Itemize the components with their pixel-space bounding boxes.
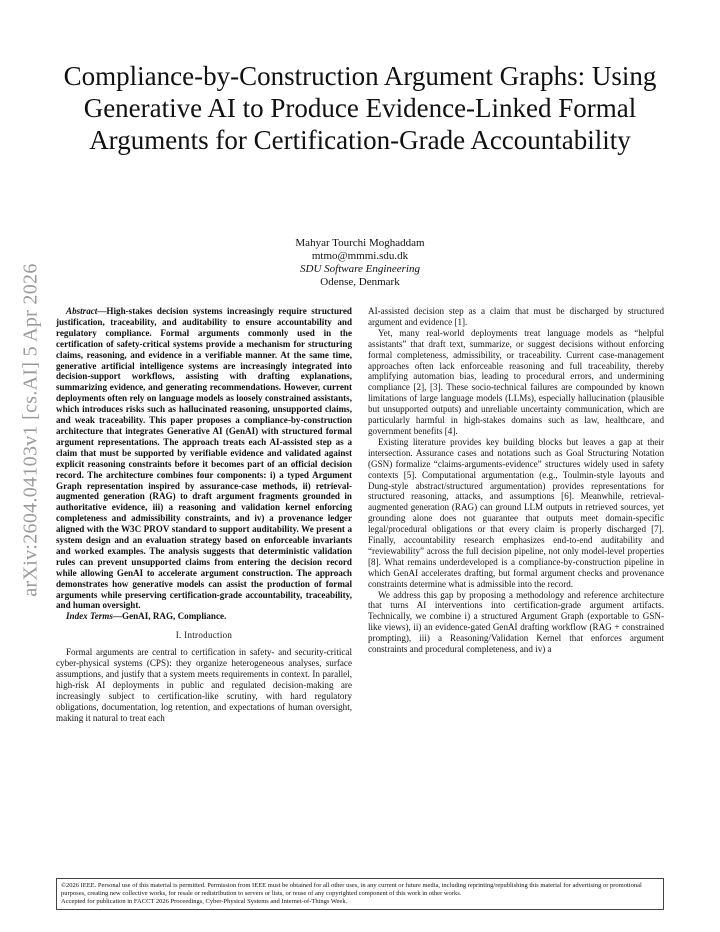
author-location: Odense, Denmark xyxy=(320,276,400,288)
index-terms-label: Index Terms xyxy=(66,611,113,622)
index-terms xyxy=(56,611,352,622)
paper-title: Compliance-by-Construction Argument Graphs: Using Generative AI to Produce Evidence-Linked Formal Arguments for Certification-Grade Accountability xyxy=(63,61,657,155)
abstract-text: —High-stakes decision systems increasingly require structured justification, traceability, and auditability to ensure accountability and regulatory compliance. Formal arguments commonly used in the certification of safety-critical systems provide a mechanism for structuring claims, reasoning, and evidence in a verifiable manner. At the same time, generative artificial intelligence systems are increasingly integrated into decision-support workflows, assisting with drafting explanations, summarizing evidence, and generating recommendations. However, current deployments often rely on language models as loosely constrained assistants, which introduces risks such as hallucinated reasoning, unsupported claims, and weak traceability. This paper proposes a compliance-by-construction architecture that integrates Generative AI (GenAI) with structured formal argument representations. The approach treats each AI-assisted step as a claim that must be supported by verifiable evidence and validated against explicit reasoning constraints before it becomes part of an official decision record. The architecture combines four components: i) a typed Argument Graph representation inspired by assurance-case methods, ii) retrieval-augmented generation (RAG) to draft argument fragments grounded in authoritative evidence, iii) a reasoning and validation kernel enforcing completeness and admissibility constraints, and iv) a provenance ledger aligned with the W3C PROV standard to support auditability. We present a system design and an evaluation strategy based on enforceable invariants and worked examples. The analysis suggests that deterministic validation rules can prevent unsupported claims from entering the decision record while allowing GenAI to accelerate argument construction. The approach demonstrates how generative models can assist the production of formal arguments while preserving certification-grade accountability, traceability, and human oversight. xyxy=(56,306,352,611)
abstract-label: Abstract xyxy=(66,306,98,316)
author-name: Mahyar Tourchi Moghaddam xyxy=(295,237,425,249)
arxiv-identifier[interactable]: arXiv:2604.04103v1 [cs.AI] 5 Apr 2026 xyxy=(19,263,42,597)
arxiv-sidebar xyxy=(16,170,46,690)
intro-paragraph-4: We address this gap by proposing a methodology and reference architecture that turns AI interventions into certification-grade argument artifacts. Technically, we combine i) a structured Argument Graph (exportable to GSN-like views), ii) an evidence-gated GenAI drafting workflow (RAG + constrained prompting), iii) a Reasoning/Validation Kernel that enforces argument constraints and procedural completeness, and iv) a xyxy=(368,589,664,655)
intro-paragraph-1: Formal arguments are central to certification in safety- and security-critical cyber-physical systems (CPS): they organize heterogeneous analyses, surface assumptions, and justify that a system meets requirements in context. In parallel, high-risk AI deployments in public and regulated decision-making are increasingly subject to certification-like scrutiny, with hard regulatory obligations, documentation, log retention, and expectations of human oversight, making it natural to treat each xyxy=(56,647,352,723)
author-affiliation: SDU Software Engineering xyxy=(300,263,420,275)
intro-paragraph-3: Existing literature provides key building blocks but leaves a gap at their intersection. Assurance cases and notations such as Goal Structuring Notation (GSN) formalize “claims-arguments-evidence” structures widely used in safety contexts [5]. Computational argumentation (e.g., Toulmin-style layouts and Dung-style abstract/structured argumentation) provides representations for structured reasoning, attacks, and assumptions [6]. Meanwhile, retrieval-augmented generation (RAG) can ground LLM outputs in retrieved sources, yet grounding alone does not guarantee that outputs meet domain-specific legal/procedural obligations or that every claim is properly discharged [7]. Finally, accountability research emphasizes end-to-end auditability and “reviewability” across the full decision pipeline, not only model-level properties [8]. What remains underdeveloped is a compliance-by-construction pipeline in which GenAI accelerates drafting, but formal argument checks and provenance constraints determine what is admissible into the record. xyxy=(368,436,664,589)
author-block xyxy=(160,237,560,289)
right-column xyxy=(368,306,664,655)
author-email[interactable]: mtmo@mmmi.sdu.dk xyxy=(311,250,409,262)
copyright-notice: ©2026 IEEE. Personal use of this material is permitted. Permission from IEEE must be obtained for all other uses, in any current or future media, including reprinting/republishing this material for advertising or promotional purposes, creating new collective works, for resale or redistribution to servers or lists, or reuse of any copyrighted component of this work in other works. xyxy=(61,882,642,897)
intro-paragraph-continued: AI-assisted decision step as a claim that must be discharged by structured argument and evidence [1]. xyxy=(368,306,664,327)
acceptance-notice: Accepted for publication in FACCT 2026 Proceedings, Cyber-Physical Systems and Internet-of-Things Week. xyxy=(61,898,348,905)
copyright-footer xyxy=(56,878,664,910)
left-column xyxy=(56,306,352,724)
section-heading-introduction: I. Introduction xyxy=(175,630,233,641)
intro-paragraph-2: Yet, many real-world deployments treat language models as “helpful assistants” that draft text, summarize, or suggest decisions without enforcing formal completeness, admissibility, or traceability. Current case-management approaches often lack enforceable reasoning and full traceability, thereby amplifying automation bias, leading to procedural errors, and undermining compliance [2], [3]. These socio-technical failures are compounded by known limitations of large language models (LLMs), especially hallucination (plausible but unsupported outputs) and unreliable uncertainty communication, which are particularly harmful in high-stakes domains such as law, healthcare, and government benefits [4]. xyxy=(368,327,664,436)
abstract xyxy=(56,306,352,611)
index-terms-text: —GenAI, RAG, Compliance. xyxy=(112,611,227,622)
